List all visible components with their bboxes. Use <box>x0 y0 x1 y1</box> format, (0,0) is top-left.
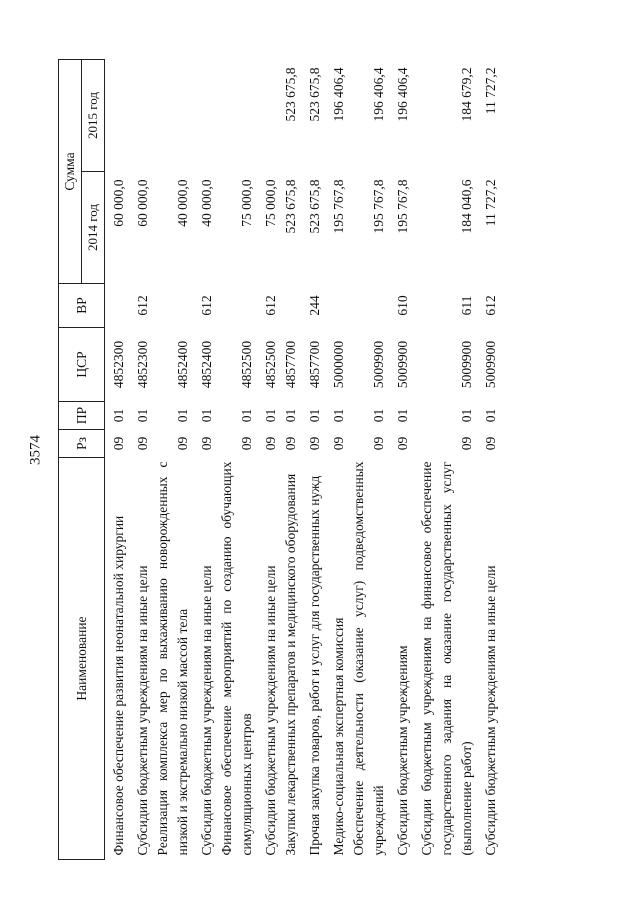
row-name: Закупки лекарственных препаратов и медицинского оборудования <box>283 473 298 856</box>
row-sum-2015: 196 406,4 <box>371 67 386 122</box>
table-row <box>301 59 325 859</box>
row-name: Субсидии бюджетным учреждениям <box>395 645 410 856</box>
row-rz: 09 <box>283 436 298 451</box>
col-header-2014: 2014 год <box>82 172 105 284</box>
table-row <box>129 59 153 859</box>
row-sum-2014: 184 040,6 <box>459 179 474 234</box>
table-row <box>193 59 217 859</box>
table-row <box>349 59 389 859</box>
col-header-name: Наименование <box>59 458 105 860</box>
row-sum-2014: 195 767,8 <box>395 179 410 234</box>
row-pr: 01 <box>111 408 126 423</box>
row-vr: 244 <box>307 295 322 316</box>
row-rz: 09 <box>175 436 190 451</box>
row-vr: 612 <box>199 295 214 316</box>
table-row <box>477 59 501 859</box>
row-name: Субсидии бюджетным учреждениям на финансовое обеспечение государственного задания на оказание государственных услуг (выполнение работ) <box>419 461 474 856</box>
row-vr: 612 <box>483 295 498 316</box>
row-rz: 09 <box>371 436 386 451</box>
table-row <box>325 59 349 859</box>
row-name: Субсидии бюджетным учреждениям на иные цели <box>483 565 498 856</box>
row-pr: 01 <box>135 408 150 423</box>
row-vr: 612 <box>263 295 278 316</box>
col-header-vr: ВР <box>59 284 105 328</box>
row-pr: 01 <box>283 408 298 423</box>
row-pr: 01 <box>459 408 474 423</box>
row-csr: 4852500 <box>263 340 278 389</box>
row-sum-2015 <box>105 59 130 171</box>
row-sum-2015: 11 727,2 <box>483 67 498 115</box>
row-csr: 4852400 <box>199 340 214 389</box>
row-rz: 09 <box>263 436 278 451</box>
row-sum-2015 <box>217 59 257 171</box>
row-sum-2014: 195 767,8 <box>371 179 386 234</box>
table-body <box>105 59 502 859</box>
row-sum-2014: 40 000,0 <box>175 179 190 227</box>
row-name: Реализация комплекса мер по выхаживанию новорожденных с низкой и экстремально низкой массой тела <box>155 461 190 856</box>
row-csr: 4852300 <box>135 340 150 389</box>
row-rz: 09 <box>239 436 254 451</box>
budget-table <box>58 59 501 860</box>
row-csr: 4852500 <box>239 340 254 389</box>
row-vr <box>105 284 130 328</box>
row-sum-2015 <box>129 59 153 171</box>
row-pr: 01 <box>395 408 410 423</box>
col-header-sum: Сумма <box>59 59 82 283</box>
row-sum-2015: 523 675,8 <box>283 67 298 122</box>
page-number: 3574 <box>27 435 44 465</box>
row-csr: 5009900 <box>483 340 498 389</box>
row-vr <box>153 284 193 328</box>
col-header-rz: Рз <box>59 430 105 458</box>
header-row <box>59 59 82 859</box>
row-sum-2015: 523 675,8 <box>307 67 322 122</box>
row-sum-2015: 196 406,4 <box>395 67 410 122</box>
row-rz: 09 <box>395 436 410 451</box>
row-csr: 5009900 <box>371 340 386 389</box>
row-csr: 4852300 <box>111 340 126 389</box>
row-name: Субсидии бюджетным учреждениям на иные цели <box>199 565 214 856</box>
row-sum-2014: 60 000,0 <box>111 179 126 227</box>
row-csr: 4857700 <box>307 340 322 389</box>
row-sum-2014: 60 000,0 <box>135 179 150 227</box>
row-sum-2014: 75 000,0 <box>239 179 254 227</box>
row-sum-2015 <box>153 59 193 171</box>
row-sum-2014: 195 767,8 <box>331 179 346 234</box>
row-rz: 09 <box>135 436 150 451</box>
row-rz: 09 <box>483 436 498 451</box>
row-vr: 611 <box>459 295 474 316</box>
row-sum-2015: 196 406,4 <box>331 67 346 122</box>
row-pr: 01 <box>371 408 386 423</box>
table-row <box>217 59 257 859</box>
row-pr: 01 <box>239 408 254 423</box>
row-vr <box>217 284 257 328</box>
row-sum-2014: 523 675,8 <box>307 179 322 234</box>
row-pr: 01 <box>307 408 322 423</box>
row-vr: 612 <box>135 295 150 316</box>
table-row <box>153 59 193 859</box>
table-row <box>257 59 281 859</box>
row-pr: 01 <box>175 408 190 423</box>
row-name: Финансовое обеспечение мероприятий по созданию обучающих симуляционных центров <box>219 461 254 856</box>
table-row <box>413 59 477 859</box>
row-name: Медико-социальная экспертная комиссия <box>331 617 346 856</box>
budget-table-rotated <box>58 60 558 860</box>
row-name: Обеспечение деятельности (оказание услуг) подведомственных учреждений <box>351 461 386 856</box>
row-vr <box>325 284 349 328</box>
row-pr: 01 <box>331 408 346 423</box>
row-rz: 09 <box>307 436 322 451</box>
row-sum-2014: 75 000,0 <box>263 179 278 227</box>
row-vr <box>281 284 301 328</box>
row-sum-2014: 40 000,0 <box>199 179 214 227</box>
row-csr: 4852400 <box>175 340 190 389</box>
row-sum-2015 <box>257 59 281 171</box>
table-row <box>389 59 413 859</box>
row-csr: 5000000 <box>331 340 346 389</box>
row-name: Прочая закупка товаров, работ и услуг для государственных нужд <box>307 475 322 856</box>
row-rz: 09 <box>459 436 474 451</box>
row-rz: 09 <box>331 436 346 451</box>
row-sum-2014: 11 727,2 <box>483 179 498 227</box>
col-header-2015: 2015 год <box>82 59 105 171</box>
row-pr: 01 <box>199 408 214 423</box>
row-pr: 01 <box>263 408 278 423</box>
row-csr: 5009900 <box>459 340 474 389</box>
row-rz: 09 <box>199 436 214 451</box>
row-sum-2014: 523 675,8 <box>283 179 298 234</box>
row-rz: 09 <box>111 436 126 451</box>
row-vr: 610 <box>395 295 410 316</box>
row-vr <box>349 284 389 328</box>
row-name: Субсидии бюджетным учреждениям на иные цели <box>135 565 150 856</box>
row-sum-2015: 184 679,2 <box>459 67 474 122</box>
col-header-pr: ПР <box>59 402 105 430</box>
row-pr: 01 <box>483 408 498 423</box>
row-sum-2015 <box>193 59 217 171</box>
row-name: Финансовое обеспечение развития неонатальной хирургии <box>111 515 126 856</box>
row-csr: 5009900 <box>395 340 410 389</box>
col-header-csr: ЦСР <box>59 328 105 402</box>
row-csr: 4857700 <box>283 340 298 389</box>
table-row <box>105 59 130 859</box>
row-name: Субсидии бюджетным учреждениям на иные цели <box>263 565 278 856</box>
table-row <box>281 59 301 859</box>
